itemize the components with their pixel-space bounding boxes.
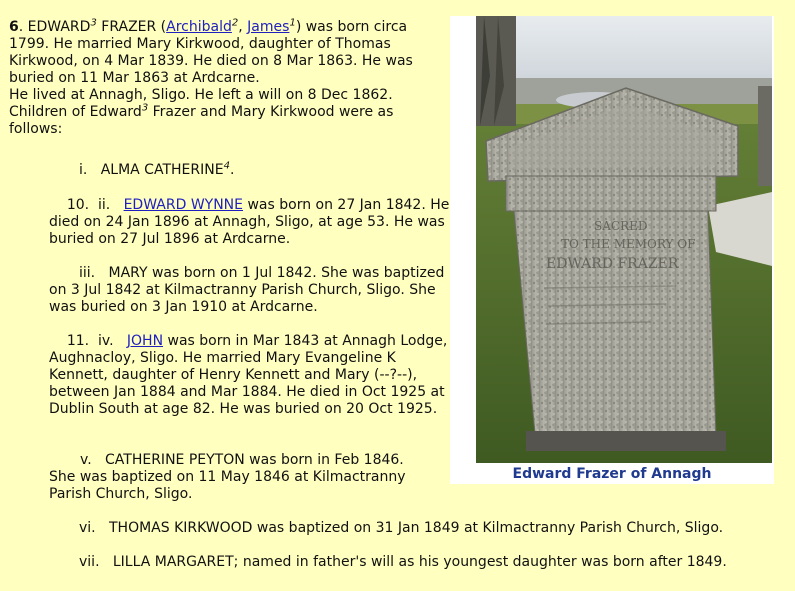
gravestone-photo <box>476 16 772 463</box>
child-entry-ii <box>49 197 454 248</box>
biography-text: ) was born circa 1799. He married Mary Kirkwood, daughter of Thomas Kirkwood, on 4 Mar 1839. He died on 8 Mar 1863. He was buried on 11 Mar 1863 at Ardcarne. <box>9 19 413 86</box>
inscription-line: SACRED <box>594 219 648 233</box>
child-link-john[interactable]: JOHN <box>126 333 164 349</box>
grandfather-sup: 1 <box>289 17 296 29</box>
photo-caption: Edward Frazer of Annagh <box>512 466 712 482</box>
child-entry-iv <box>49 333 454 418</box>
child-text: LILLA MARGARET; named in father's will as his youngest daughter was born after 1849. <box>112 554 727 570</box>
photo-frame <box>450 16 774 484</box>
child-text: MARY was born on 1 Jul 1842. She was baptized on 3 Jul 1842 at Kilmactranny Parish Church, Sligo. She was buried on 3 Jan 1910 at Ardcarne. <box>49 265 445 315</box>
residence-text: He lived at Annagh, Sligo. He left a will on 8 Dec 1862. <box>9 87 393 103</box>
child-entry-vii <box>79 554 779 571</box>
father-link[interactable]: Archibald <box>166 19 232 35</box>
child-entry-v <box>49 452 429 503</box>
child-link-edward-wynne[interactable]: EDWARD WYNNE <box>123 197 244 213</box>
children-heading-tail: Frazer and Mary Kirkwood were as follows: <box>9 104 394 137</box>
child-text: THOMAS KIRKWOOD was baptized on 31 Jan 1849 at Kilmactranny Parish Church, Sligo. <box>108 520 724 536</box>
child-sup: 4 <box>223 160 230 172</box>
person-name: EDWARD <box>27 19 91 35</box>
separator: , <box>238 19 248 35</box>
child-label: i. <box>79 162 88 178</box>
children-sup: 3 <box>141 102 149 114</box>
child-number: 11. <box>66 333 90 349</box>
child-label: iii. <box>79 265 96 281</box>
child-number: 10. <box>66 197 90 213</box>
inscription-line: TO THE MEMORY OF <box>561 237 696 251</box>
generation-sup: 3 <box>90 17 97 29</box>
child-name: ALMA CATHERINE <box>100 162 224 178</box>
entry-number: 6 <box>9 19 19 35</box>
person-surname: FRAZER ( <box>96 19 167 35</box>
child-label: vi. <box>79 520 96 536</box>
child-text: was born in Mar 1843 at Annagh Lodge, Aughnacloy, Sligo. He married Mary Evangeline K Kennett, daughter of Henry Kennett and Mary (--?--), between Jan 1884 and Mar 1884. He died in Oct 1925 at Dublin South at age 82. He was buried on 20 Oct 1925. <box>49 333 448 417</box>
child-entry-i <box>79 162 234 179</box>
inscription-line: EDWARD FRAZER <box>546 256 679 272</box>
child-label: v. <box>80 452 92 468</box>
child-text: was born on 27 Jan 1842. He died on 24 Jan 1896 at Annagh, Sligo, at age 53. He was buried on 27 Jul 1896 at Ardcarne. <box>49 197 450 247</box>
grandfather-link[interactable]: James <box>247 19 290 35</box>
child-entry-vi <box>79 520 779 537</box>
person-entry: 6. EDWARD$^3$ FRAZER (Archibald$^2$, James$^1$) was born circa 1799. He married Mary Kirkwood, daughter of Thomas Kirkwood, on 4 Mar 1839. He died on 8 Mar 1863. He was buried on 11 Mar 1863 at Ardcarne. He lived at Annagh, Sligo. He left a will on 8 Dec 1862. Children of Edward$^3$ Frazer and Mary Kirkwood were as follows: <box>9 17 413 137</box>
child-entry-iii <box>49 265 449 316</box>
child-label: iv. <box>97 333 114 349</box>
child-label: ii. <box>97 197 111 213</box>
child-label: vii. <box>79 554 100 570</box>
children-heading: Children of Edward <box>9 104 142 120</box>
child-tail: . <box>229 162 235 178</box>
child-text: CATHERINE PEYTON was born in Feb 1846. She was baptized on 11 May 1846 at Kilmactranny Parish Church, Sligo. <box>49 452 406 502</box>
father-sup: 2 <box>231 17 239 29</box>
